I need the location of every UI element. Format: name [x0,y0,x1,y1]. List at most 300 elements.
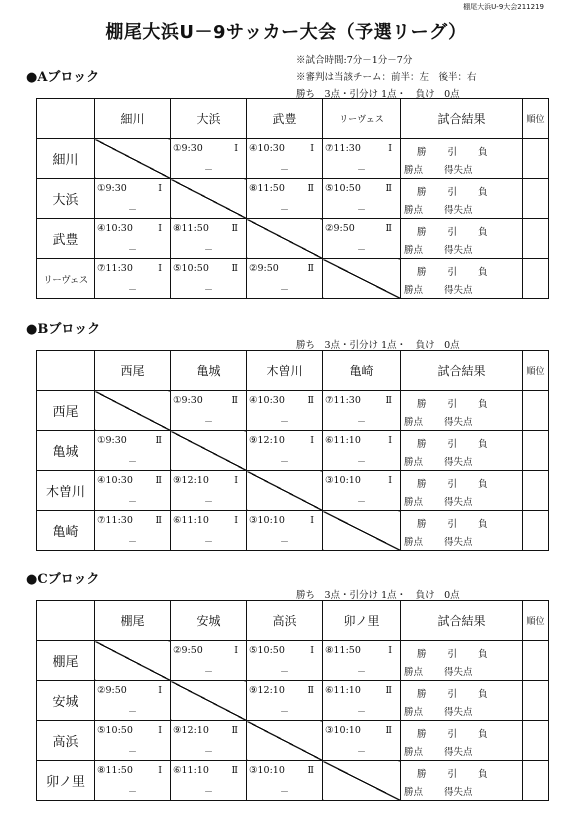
rank-cell [523,761,549,801]
match-schedule [325,645,392,656]
score-placeholder: － [127,708,137,718]
field-number: Ⅱ [231,725,238,736]
points-goal-diff-labels: 勝点 得失点 [404,537,473,548]
match-cell [95,511,171,551]
self-match-cell [171,179,247,219]
match-time: ②9:50 [97,685,127,696]
win-draw-loss-labels: 勝 引 負 [417,689,488,700]
score-placeholder: － [127,286,137,296]
match-schedule [97,765,162,776]
field-number: Ⅱ [385,685,392,696]
match-schedule [325,183,392,194]
match-schedule [173,765,238,776]
match-cell [323,641,401,681]
self-match-cell [323,761,401,801]
row-team-name: 細川 [37,139,95,179]
match-time: ①9:30 [97,435,127,446]
row-team-name: 武豊 [37,219,95,259]
self-match-cell [247,219,323,259]
match-cell [323,431,401,471]
match-time: ⑥11:10 [325,685,361,696]
match-cell [247,179,323,219]
match-cell [171,219,247,259]
score-placeholder: － [203,418,213,428]
field-number: Ⅰ [234,645,238,656]
row-team-name: 亀城 [37,431,95,471]
win-draw-loss-labels: 勝 引 負 [417,439,488,450]
block-title-b: ●Bブロック [26,322,101,337]
match-cell [171,761,247,801]
field-number: Ⅱ [307,183,314,194]
team-row [37,681,549,721]
match-cell [171,721,247,761]
match-cell [323,681,401,721]
column-team-header: 武豊 [247,99,323,139]
rank-cell [523,471,549,511]
rank-cell [523,431,549,471]
match-time: ②9:50 [249,263,279,274]
match-schedule [97,183,162,194]
field-number: Ⅰ [310,645,314,656]
match-time: ⑨12:10 [249,435,285,446]
rank-cell [523,139,549,179]
points-goal-diff-labels: 勝点 得失点 [404,497,473,508]
rank-cell [523,179,549,219]
match-cell [171,511,247,551]
match-schedule [173,263,238,274]
column-team-header: 卯ノ里 [323,601,401,641]
score-placeholder: － [203,286,213,296]
header-row [37,99,549,139]
points-goal-diff-labels: 勝点 得失点 [404,457,473,468]
match-schedule [97,515,162,526]
score-placeholder: － [127,538,137,548]
self-match-cell [95,391,171,431]
match-cell [323,179,401,219]
match-schedule [249,435,314,446]
team-row [37,179,549,219]
match-cell [171,259,247,299]
row-team-name: 高浜 [37,721,95,761]
score-placeholder: － [356,418,366,428]
match-schedule [173,395,238,406]
corner-cell [37,601,95,641]
score-placeholder: － [279,286,289,296]
result-header: 試合結果 [401,351,523,391]
field-number: Ⅰ [234,515,238,526]
field-number: Ⅰ [158,725,162,736]
points-goal-diff-labels: 勝点 得失点 [404,205,473,216]
match-schedule [97,435,162,446]
match-time: ⑧11:50 [97,765,133,776]
field-number: Ⅱ [155,515,162,526]
result-cell [401,721,523,761]
score-placeholder: － [356,246,366,256]
match-time: ⑦11:30 [97,515,133,526]
column-team-header: 亀城 [171,351,247,391]
win-draw-loss-labels: 勝 引 負 [417,769,488,780]
score-placeholder: － [203,788,213,798]
column-team-header: 安城 [171,601,247,641]
match-cell [323,219,401,259]
result-cell [401,431,523,471]
score-placeholder: － [127,246,137,256]
match-schedule [249,143,314,154]
match-schedule [173,515,238,526]
self-match-cell [95,641,171,681]
match-schedule [173,223,238,234]
field-number: Ⅱ [155,435,162,446]
self-match-cell [323,511,401,551]
column-team-header: 大浜 [171,99,247,139]
match-time: ⑨12:10 [249,685,285,696]
note-points-a: 勝ち 3点・引分け 1点・ 負け 0点 [296,89,460,100]
team-row [37,139,549,179]
match-cell [95,431,171,471]
match-time: ⑧11:50 [249,183,285,194]
match-time: ①9:30 [97,183,127,194]
field-number: Ⅱ [307,685,314,696]
field-number: Ⅰ [158,263,162,274]
field-number: Ⅱ [307,765,314,776]
match-cell [323,391,401,431]
match-cell [247,391,323,431]
field-number: Ⅰ [310,143,314,154]
column-team-header: 木曽川 [247,351,323,391]
result-cell [401,179,523,219]
note-match-time: ※試合時間:7分－1分－7分 [296,55,413,66]
score-placeholder: － [279,538,289,548]
match-schedule [97,685,162,696]
match-time: ③10:10 [249,515,285,526]
score-placeholder: － [356,498,366,508]
result-cell [401,259,523,299]
self-match-cell [247,721,323,761]
block-title-a: ●Aブロック [26,70,100,85]
row-team-name: 卯ノ里 [37,761,95,801]
score-placeholder: － [127,206,137,216]
match-cell [323,721,401,761]
column-team-header: リーヴェス [323,99,401,139]
team-row [37,761,549,801]
field-number: Ⅱ [385,183,392,194]
match-cell [247,761,323,801]
rank-cell [523,391,549,431]
match-cell [247,259,323,299]
match-cell [247,511,323,551]
match-schedule [249,395,314,406]
match-cell [95,721,171,761]
score-placeholder: － [127,498,137,508]
rank-cell [523,721,549,761]
field-number: Ⅱ [155,475,162,486]
score-placeholder: － [356,708,366,718]
row-team-name: 西尾 [37,391,95,431]
column-team-header: 西尾 [95,351,171,391]
win-draw-loss-labels: 勝 引 負 [417,519,488,530]
match-schedule [173,725,238,736]
score-placeholder: － [356,458,366,468]
points-goal-diff-labels: 勝点 得失点 [404,707,473,718]
match-cell [247,431,323,471]
header-row [37,351,549,391]
field-number: Ⅰ [310,515,314,526]
match-time: ④10:30 [97,475,133,486]
field-number: Ⅰ [234,143,238,154]
points-goal-diff-labels: 勝点 得失点 [404,245,473,256]
match-time: ⑨12:10 [173,475,209,486]
self-match-cell [323,259,401,299]
score-placeholder: － [356,206,366,216]
result-cell [401,139,523,179]
self-match-cell [95,139,171,179]
rank-cell [523,219,549,259]
team-row [37,219,549,259]
match-time: ⑦11:30 [325,143,361,154]
rank-cell [523,259,549,299]
match-cell [247,681,323,721]
match-time: ⑥11:10 [325,435,361,446]
team-row [37,431,549,471]
match-cell [247,139,323,179]
match-time: ⑧11:50 [325,645,361,656]
match-cell [95,471,171,511]
field-number: Ⅰ [310,435,314,446]
points-goal-diff-labels: 勝点 得失点 [404,747,473,758]
match-time: ④10:30 [97,223,133,234]
match-time: ⑦11:30 [325,395,361,406]
match-time: ⑤10:50 [173,263,209,274]
field-number: Ⅱ [307,263,314,274]
match-schedule [97,263,162,274]
field-number: Ⅰ [158,685,162,696]
score-placeholder: － [279,668,289,678]
score-placeholder: － [127,458,137,468]
field-number: Ⅰ [388,435,392,446]
note-referee: ※審判は当該チーム：前半：左 後半：右 [296,72,477,83]
field-number: Ⅱ [231,395,238,406]
score-placeholder: － [203,166,213,176]
field-number: Ⅱ [231,765,238,776]
column-team-header: 高浜 [247,601,323,641]
match-schedule [249,183,314,194]
field-number: Ⅰ [388,143,392,154]
match-schedule [249,765,314,776]
score-placeholder: － [127,748,137,758]
note-points-c: 勝ち 3点・引分け 1点・ 負け 0点 [296,590,460,601]
match-cell [95,681,171,721]
match-schedule [325,725,392,736]
team-row [37,511,549,551]
score-placeholder: － [279,206,289,216]
score-placeholder: － [279,166,289,176]
match-cell [95,219,171,259]
league-table-c [36,600,549,801]
match-time: ③10:10 [325,725,361,736]
field-number: Ⅱ [385,395,392,406]
match-schedule [173,475,238,486]
match-time: ①9:30 [173,395,203,406]
match-time: ⑤10:50 [249,645,285,656]
score-placeholder: － [356,166,366,176]
match-schedule [325,685,392,696]
row-team-name: 木曽川 [37,471,95,511]
win-draw-loss-labels: 勝 引 負 [417,399,488,410]
field-number: Ⅱ [231,223,238,234]
win-draw-loss-labels: 勝 引 負 [417,729,488,740]
result-cell [401,471,523,511]
win-draw-loss-labels: 勝 引 負 [417,187,488,198]
match-schedule [173,143,238,154]
match-time: ⑧11:50 [173,223,209,234]
match-cell [171,139,247,179]
result-cell [401,641,523,681]
field-number: Ⅱ [385,725,392,736]
field-number: Ⅰ [234,475,238,486]
row-team-name: 亀崎 [37,511,95,551]
corner-cell [37,99,95,139]
match-time: ①9:30 [173,143,203,154]
points-goal-diff-labels: 勝点 得失点 [404,787,473,798]
match-time: ③10:10 [249,765,285,776]
result-header: 試合結果 [401,99,523,139]
points-goal-diff-labels: 勝点 得失点 [404,285,473,296]
row-team-name: リーヴェス [37,259,95,299]
note-points-b: 勝ち 3点・引分け 1点・ 負け 0点 [296,340,460,351]
score-placeholder: － [279,708,289,718]
team-row [37,721,549,761]
self-match-cell [171,431,247,471]
result-cell [401,391,523,431]
self-match-cell [247,471,323,511]
match-cell [247,641,323,681]
result-cell [401,219,523,259]
team-row [37,471,549,511]
match-schedule [325,395,392,406]
match-time: ②9:50 [325,223,355,234]
match-time: ④10:30 [249,395,285,406]
field-number: Ⅰ [388,645,392,656]
match-schedule [325,143,392,154]
win-draw-loss-labels: 勝 引 負 [417,147,488,158]
match-time: ⑤10:50 [97,725,133,736]
header-row [37,601,549,641]
score-placeholder: － [203,668,213,678]
page-title: 棚尾大浜U－9サッカー大会（予選リーグ） [105,22,467,43]
corner-cell [37,351,95,391]
rank-cell [523,641,549,681]
match-cell [95,179,171,219]
match-schedule [249,645,314,656]
block-title-c: ●Cブロック [26,572,100,587]
match-schedule [97,223,162,234]
match-time: ⑥11:10 [173,765,209,776]
points-goal-diff-labels: 勝点 得失点 [404,667,473,678]
field-number: Ⅱ [307,395,314,406]
match-cell [171,391,247,431]
match-schedule [249,685,314,696]
field-number: Ⅱ [231,263,238,274]
match-schedule [325,475,392,486]
team-row [37,259,549,299]
match-schedule [249,263,314,274]
score-placeholder: － [203,498,213,508]
result-cell [401,761,523,801]
row-team-name: 大浜 [37,179,95,219]
self-match-cell [171,681,247,721]
result-cell [401,681,523,721]
team-row [37,641,549,681]
column-team-header: 棚尾 [95,601,171,641]
match-schedule [325,223,392,234]
match-time: ②9:50 [173,645,203,656]
column-team-header: 亀崎 [323,351,401,391]
match-schedule [97,475,162,486]
field-number: Ⅰ [158,183,162,194]
win-draw-loss-labels: 勝 引 負 [417,267,488,278]
column-team-header: 細川 [95,99,171,139]
win-draw-loss-labels: 勝 引 負 [417,479,488,490]
match-cell [323,471,401,511]
result-cell [401,511,523,551]
row-team-name: 安城 [37,681,95,721]
match-time: ⑤10:50 [325,183,361,194]
match-schedule [173,645,238,656]
league-table-b [36,350,549,551]
points-goal-diff-labels: 勝点 得失点 [404,417,473,428]
match-time: ⑨12:10 [173,725,209,736]
match-cell [95,761,171,801]
rank-header: 順位 [523,351,549,391]
rank-cell [523,681,549,721]
win-draw-loss-labels: 勝 引 負 [417,227,488,238]
match-cell [171,471,247,511]
score-placeholder: － [203,748,213,758]
field-number: Ⅰ [388,475,392,486]
rank-cell [523,511,549,551]
score-placeholder: － [279,418,289,428]
score-placeholder: － [203,538,213,548]
score-placeholder: － [279,788,289,798]
match-time: ⑦11:30 [97,263,133,274]
team-row [37,391,549,431]
match-time: ③10:10 [325,475,361,486]
match-schedule [325,435,392,446]
league-table-a [36,98,549,299]
score-placeholder: － [356,668,366,678]
win-draw-loss-labels: 勝 引 負 [417,649,488,660]
score-placeholder: － [127,788,137,798]
match-time: ⑥11:10 [173,515,209,526]
result-header: 試合結果 [401,601,523,641]
match-cell [95,259,171,299]
document-id: 棚尾大浜U-9大会211219 [463,3,544,11]
field-number: Ⅰ [158,223,162,234]
match-schedule [97,725,162,736]
match-schedule [249,515,314,526]
rank-header: 順位 [523,601,549,641]
rank-header: 順位 [523,99,549,139]
score-placeholder: － [356,748,366,758]
points-goal-diff-labels: 勝点 得失点 [404,165,473,176]
score-placeholder: － [203,246,213,256]
match-time: ④10:30 [249,143,285,154]
match-cell [171,641,247,681]
field-number: Ⅰ [158,765,162,776]
score-placeholder: － [279,458,289,468]
field-number: Ⅱ [385,223,392,234]
row-team-name: 棚尾 [37,641,95,681]
